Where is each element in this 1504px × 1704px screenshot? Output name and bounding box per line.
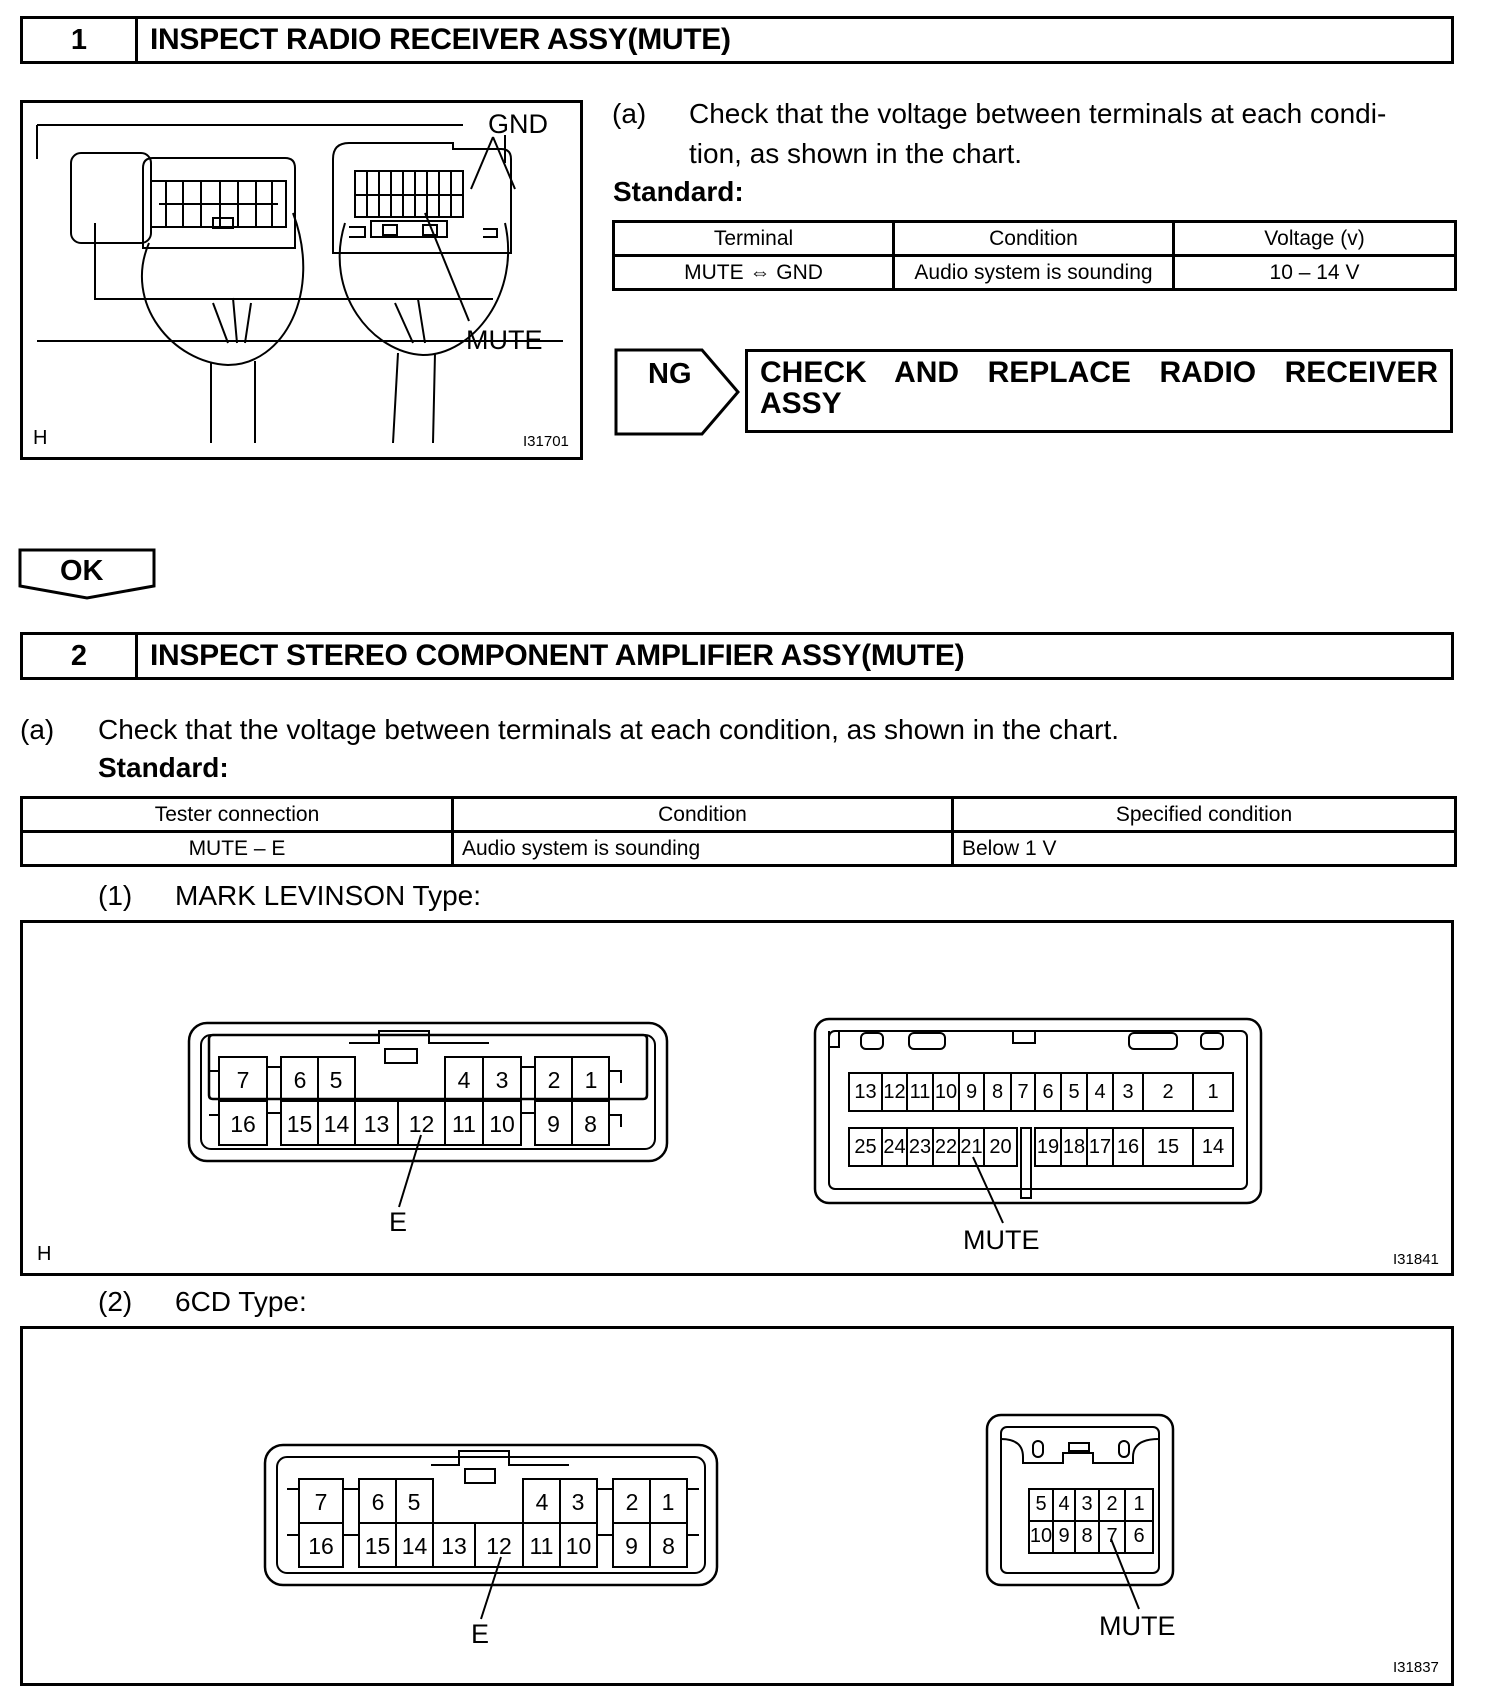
pin-label: 18 bbox=[1062, 1136, 1086, 1158]
pin-label: 9 bbox=[547, 1111, 560, 1137]
pin-label: 10 bbox=[565, 1533, 592, 1559]
pin-label: 16 bbox=[308, 1533, 334, 1559]
step-1-instruction-label: (a) bbox=[612, 98, 647, 129]
pin-label: 2 bbox=[1106, 1493, 1118, 1515]
ng-result-box bbox=[745, 349, 1453, 433]
pin-label: 5 bbox=[329, 1067, 343, 1093]
pin-label: 4 bbox=[1058, 1493, 1070, 1515]
step-1-header bbox=[20, 16, 1454, 64]
table-cell: Audio system is sounding bbox=[453, 832, 953, 866]
type-2-label-num: (2) bbox=[98, 1286, 133, 1317]
table-cell: Audio system is sounding bbox=[894, 256, 1174, 290]
pin-label: 15 bbox=[1156, 1136, 1180, 1158]
pin-label: 9 bbox=[1058, 1525, 1070, 1547]
step-1-number: 1 bbox=[23, 19, 138, 61]
pin-label: 14 bbox=[1201, 1136, 1225, 1158]
pin-label: 8 bbox=[991, 1081, 1004, 1103]
pin-label: 13 bbox=[363, 1111, 390, 1137]
pin-label: 20 bbox=[989, 1136, 1012, 1158]
step-2-instruction-text: Check that the voltage between terminals at each condition, as shown in the chart. bbox=[98, 714, 1120, 745]
step-1-instruction-line2: tion, as shown in the chart. bbox=[689, 138, 1023, 169]
pin-label: 5 bbox=[1068, 1081, 1080, 1103]
figure-corner-letter: H bbox=[33, 427, 48, 449]
table-header-row bbox=[614, 222, 1456, 256]
table-header-cell: Condition bbox=[453, 798, 953, 832]
pin-label: 11 bbox=[452, 1111, 476, 1137]
pin-label: 4 bbox=[1094, 1081, 1106, 1103]
type-1-label-text: MARK LEVINSON Type: bbox=[175, 880, 482, 911]
pin-label: 6 bbox=[1042, 1081, 1054, 1103]
figure-corner-letter: H bbox=[37, 1243, 52, 1265]
mark-levinson-drawing bbox=[23, 923, 1451, 1273]
e-callout: E bbox=[389, 1207, 408, 1237]
pin-label: 11 bbox=[529, 1533, 554, 1559]
pin-label: 14 bbox=[401, 1533, 428, 1559]
pin-label: 7 bbox=[314, 1489, 328, 1515]
pin-label: 10 bbox=[1029, 1525, 1053, 1547]
six-cd-figure bbox=[20, 1326, 1454, 1686]
pin-label: 14 bbox=[323, 1111, 350, 1137]
step-1-title: INSPECT RADIO RECEIVER ASSY(MUTE) bbox=[150, 23, 731, 56]
pin-label: 1 bbox=[584, 1067, 598, 1093]
pin-label: 15 bbox=[364, 1533, 391, 1559]
table-row bbox=[22, 832, 1456, 866]
pin-label: 6 bbox=[371, 1489, 385, 1515]
step-2-number: 2 bbox=[23, 635, 138, 677]
step-1-standard-label: Standard: bbox=[613, 176, 744, 207]
mute-callout: MUTE bbox=[466, 325, 543, 355]
table-header-cell: Voltage (v) bbox=[1174, 222, 1456, 256]
pin-label: 5 bbox=[407, 1489, 421, 1515]
ng-result-line1: CHECK AND REPLACE RADIO RECEIVER bbox=[760, 356, 1438, 389]
mark-levinson-figure bbox=[20, 920, 1454, 1276]
step-2-title: INSPECT STEREO COMPONENT AMPLIFIER ASSY(MUTE) bbox=[150, 639, 965, 672]
pin-label: 2 bbox=[625, 1489, 639, 1515]
pin-label: 12 bbox=[486, 1533, 512, 1559]
pin-label: 2 bbox=[547, 1067, 561, 1093]
pin-label: 1 bbox=[661, 1489, 675, 1515]
pin-label: 6 bbox=[1133, 1525, 1145, 1547]
step-2-header bbox=[20, 632, 1454, 680]
pin-label: 2 bbox=[1162, 1081, 1174, 1103]
type-2-label-text: 6CD Type: bbox=[175, 1286, 307, 1317]
pin-label: 13 bbox=[441, 1533, 467, 1559]
pin-label: 24 bbox=[883, 1136, 906, 1158]
pin-label: 8 bbox=[1081, 1525, 1093, 1547]
ok-label: OK bbox=[60, 555, 104, 587]
table-header-row bbox=[22, 798, 1456, 832]
ng-label: NG bbox=[648, 358, 692, 390]
pin-label: 12 bbox=[408, 1111, 435, 1137]
table-cell: 10 – 14 V bbox=[1174, 256, 1456, 290]
gnd-callout: GND bbox=[488, 109, 548, 139]
table-header-cell: Specified condition bbox=[953, 798, 1456, 832]
figure-code: I31837 bbox=[1393, 1659, 1439, 1676]
pin-label: 7 bbox=[236, 1067, 250, 1093]
mute-callout: MUTE bbox=[963, 1225, 1040, 1255]
pin-label: 3 bbox=[1081, 1493, 1093, 1515]
table-row bbox=[614, 256, 1456, 290]
figure-code: I31701 bbox=[523, 433, 569, 450]
pin-label: 9 bbox=[625, 1533, 638, 1559]
ng-result-line2: ASSY bbox=[760, 387, 842, 420]
table-cell: Below 1 V bbox=[953, 832, 1456, 866]
radio-receiver-figure bbox=[20, 100, 583, 460]
radio-receiver-drawing bbox=[23, 103, 580, 457]
pin-label: 5 bbox=[1035, 1493, 1047, 1515]
pin-label: 1 bbox=[1207, 1081, 1219, 1103]
pin-label: 16 bbox=[1116, 1136, 1140, 1158]
pin-label: 4 bbox=[457, 1067, 471, 1093]
pin-label: 9 bbox=[965, 1081, 978, 1103]
table-header-cell: Condition bbox=[894, 222, 1174, 256]
pin-label: 11 bbox=[909, 1081, 931, 1103]
pin-label: 3 bbox=[1122, 1081, 1134, 1103]
pin-label: 13 bbox=[854, 1081, 877, 1103]
step-2-instruction bbox=[20, 710, 1450, 750]
pin-label: 10 bbox=[489, 1111, 515, 1137]
figure-code: I31841 bbox=[1393, 1251, 1439, 1268]
e-callout: E bbox=[471, 1619, 490, 1649]
step-1-spec-table bbox=[612, 220, 1457, 291]
pin-label: 3 bbox=[495, 1067, 509, 1093]
pin-label: 8 bbox=[662, 1533, 675, 1559]
pin-label: 23 bbox=[908, 1136, 932, 1158]
six-cd-drawing bbox=[23, 1329, 1451, 1683]
table-header-cell: Terminal bbox=[614, 222, 894, 256]
pin-label: 3 bbox=[571, 1489, 585, 1515]
table-cell: MUTE – E bbox=[22, 832, 453, 866]
pin-label: 17 bbox=[1088, 1136, 1112, 1158]
step-2-spec-table bbox=[20, 796, 1457, 867]
table-header-cell: Tester connection bbox=[22, 798, 453, 832]
type-1-label-num: (1) bbox=[98, 880, 133, 911]
step-1-instruction bbox=[612, 94, 1462, 184]
pin-label: 21 bbox=[960, 1136, 983, 1158]
pin-label: 19 bbox=[1036, 1136, 1060, 1158]
type-2-label bbox=[98, 1282, 798, 1322]
pin-label: 16 bbox=[230, 1111, 256, 1137]
step-2-instruction-label: (a) bbox=[20, 714, 55, 745]
table-cell: MUTE ⇔ GND bbox=[614, 256, 894, 290]
pin-label: 22 bbox=[934, 1136, 958, 1158]
pin-label: 1 bbox=[1133, 1493, 1145, 1515]
pin-label: 6 bbox=[293, 1067, 307, 1093]
pin-label: 10 bbox=[934, 1081, 958, 1103]
pin-label: 25 bbox=[854, 1136, 877, 1158]
pin-label: 15 bbox=[286, 1111, 313, 1137]
type-1-label bbox=[98, 876, 798, 916]
pin-label: 4 bbox=[535, 1489, 549, 1515]
pin-label: 8 bbox=[584, 1111, 597, 1137]
pin-label: 7 bbox=[1017, 1081, 1029, 1103]
mute-callout: MUTE bbox=[1099, 1611, 1176, 1641]
step-2-standard-label: Standard: bbox=[98, 752, 229, 783]
pin-label: 7 bbox=[1106, 1525, 1118, 1547]
step-1-instruction-line1: Check that the voltage between terminals at each condi- bbox=[689, 98, 1387, 129]
pin-label: 12 bbox=[883, 1081, 906, 1103]
